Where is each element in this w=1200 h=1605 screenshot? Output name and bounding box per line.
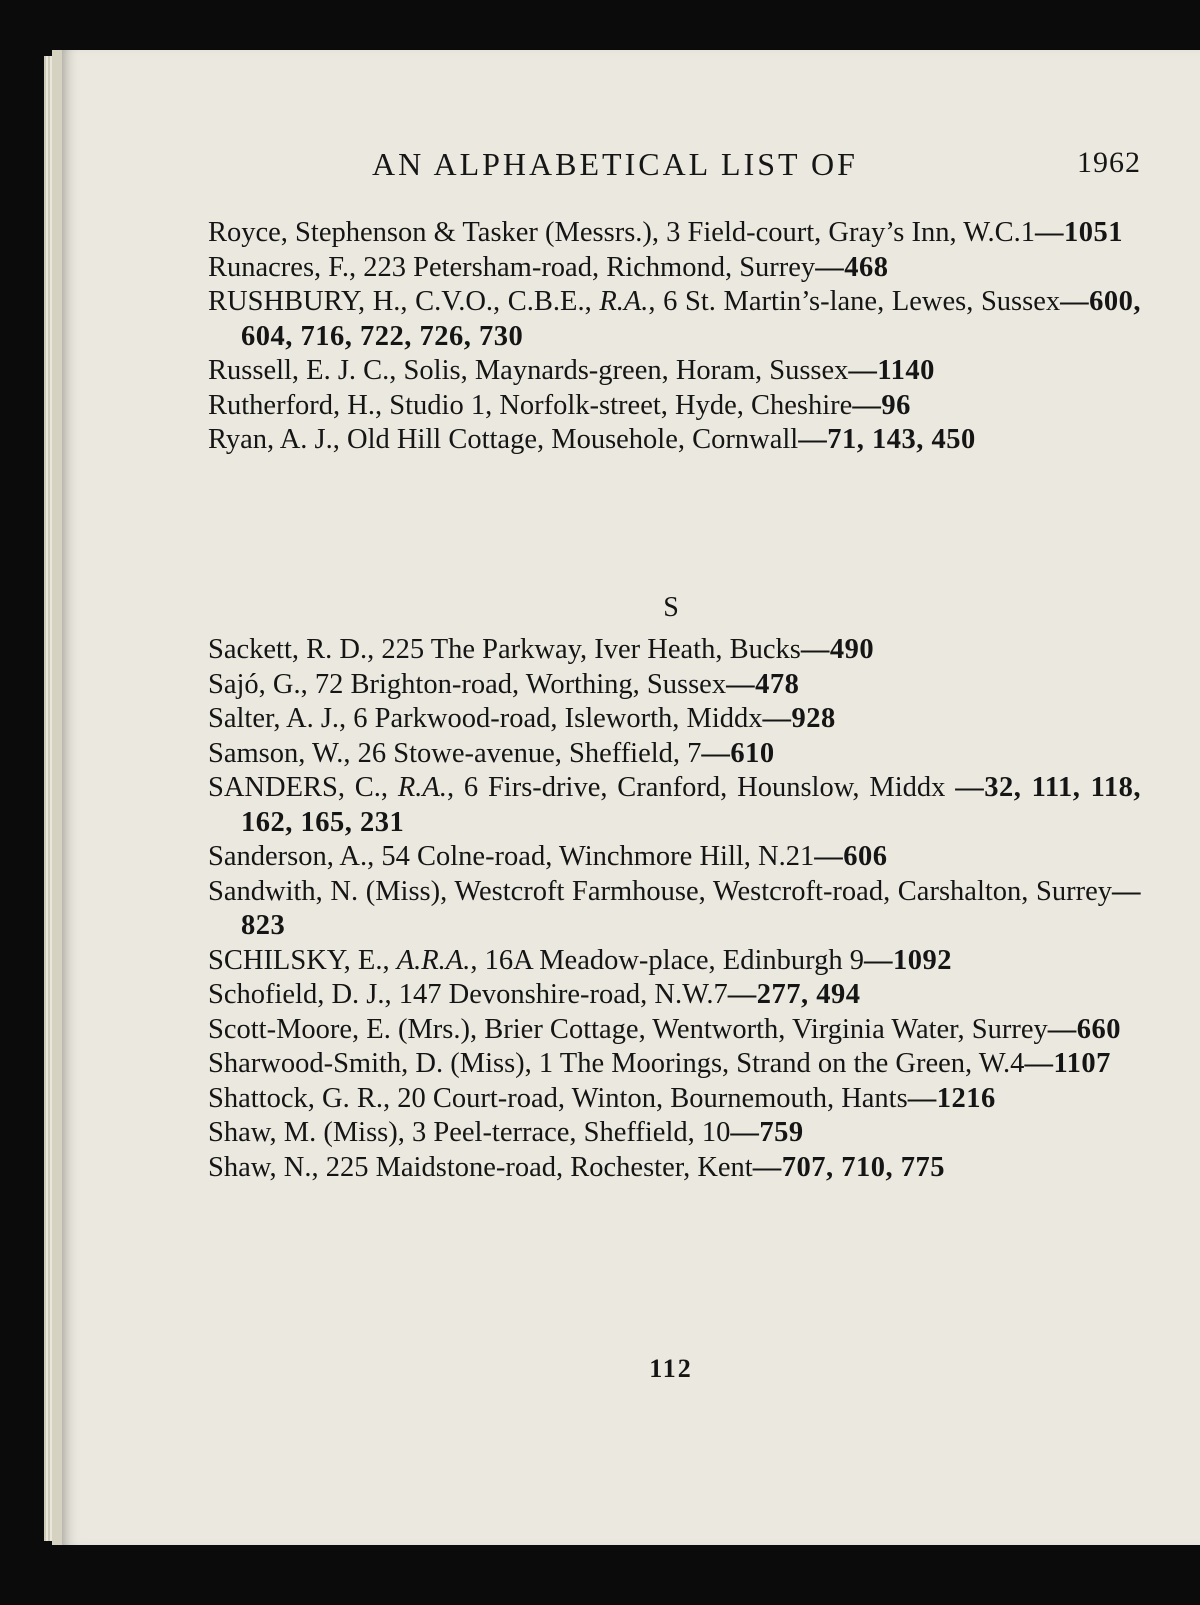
- section-letter: S: [663, 592, 679, 623]
- list-entry: [208, 633, 1141, 668]
- list-entry: [208, 251, 1141, 286]
- entry-name: Sharwood-Smith, D. (Miss), 1 The Moorings, Strand on the Green, W.4: [208, 1048, 1025, 1079]
- list-entry: [208, 389, 1141, 424]
- list-entry: [208, 285, 1141, 354]
- entry-nums: —96: [852, 389, 911, 421]
- entry-name: Sanderson, A., 54 Colne-road, Winchmore Hill, N.21: [208, 841, 815, 872]
- entry-nums: —1051: [1035, 217, 1124, 248]
- list-entry: [208, 978, 1141, 1013]
- entry-nums: —1107: [1024, 1048, 1111, 1079]
- entry-name: Shaw, M. (Miss), 3 Peel-terrace, Sheffield, 10: [208, 1117, 731, 1148]
- list-entry: [208, 771, 1141, 840]
- entry-name: SCHILSKY, E.,: [208, 944, 397, 976]
- s-entries-list: [208, 633, 1141, 1185]
- list-entry: [208, 840, 1141, 875]
- list-entry: [208, 668, 1141, 703]
- entry-name: RUSHBURY, H., C.V.O., C.B.E.,: [208, 286, 600, 317]
- entry-nums: —606: [814, 841, 888, 872]
- entry-nums: —1092: [863, 944, 952, 976]
- list-entry: [208, 1151, 1141, 1186]
- r-entries-list: [208, 216, 1141, 458]
- entry-nums: —600, 604, 716, 722, 726, 730: [241, 286, 1141, 352]
- entry-addr: , 16A Meadow-place, Edinburgh 9: [470, 944, 864, 976]
- page-number: 112: [649, 1354, 693, 1383]
- entry-name: Sandwith, N. (Miss), Westcroft Farmhouse, Westcroft-road, Carshalton, Surrey: [208, 875, 1112, 907]
- entry-name: Sajó, G., 72 Brighton-road, Worthing, Sussex: [208, 668, 727, 700]
- entry-name: Sackett, R. D., 225 The Parkway, Iver Heath, Bucks: [208, 634, 801, 665]
- entry-nums: —660: [1047, 1013, 1121, 1045]
- entry-nums: —610: [701, 737, 775, 769]
- header-year: 1962: [1077, 146, 1141, 179]
- entry-name: Salter, A. J., 6 Parkwood-road, Isleworth, Middx: [208, 703, 763, 734]
- entry-name: Shattock, G. R., 20 Court-road, Winton, Bournemouth, Hants: [208, 1082, 908, 1114]
- list-entry: [208, 1116, 1141, 1151]
- list-entry: [208, 875, 1141, 944]
- entry-name: Russell, E. J. C., Solis, Maynards-green, Horam, Sussex: [208, 355, 849, 386]
- list-entry: [208, 216, 1141, 251]
- entry-nums: —707, 710, 775: [752, 1151, 945, 1183]
- running-header: [0, 146, 1200, 186]
- list-entry: [208, 1013, 1141, 1048]
- entry-nums: —490: [800, 634, 875, 665]
- entry-nums: —759: [730, 1117, 804, 1148]
- list-entry: [208, 944, 1141, 979]
- entry-nums: —71, 143, 450: [798, 424, 976, 455]
- entry-addr: , 6 St. Martin’s-lane, Lewes, Sussex: [648, 286, 1061, 317]
- list-entry: [208, 1082, 1141, 1117]
- entry-name: Scott-Moore, E. (Mrs.), Brier Cottage, Wentworth, Virginia Water, Surrey: [208, 1013, 1048, 1045]
- entry-name: Ryan, A. J., Old Hill Cottage, Mousehole, Cornwall: [208, 424, 799, 455]
- entry-addr: , 6 Firs-drive, Cranford, Hounslow, Middx: [446, 772, 956, 803]
- entry-rank: R.A.: [397, 772, 447, 803]
- entry-nums: —1140: [848, 355, 935, 386]
- list-entry: [208, 737, 1141, 772]
- entry-nums: —32, 111, 118, 162, 165, 231: [241, 772, 1141, 838]
- list-entry: [208, 702, 1141, 737]
- list-entry: [208, 423, 1141, 458]
- entry-name: SANDERS, C.,: [208, 772, 398, 803]
- entry-nums: —277, 494: [727, 979, 861, 1010]
- header-title: AN ALPHABETICAL LIST OF: [372, 146, 858, 182]
- entry-rank: R.A.: [599, 286, 649, 317]
- entry-nums: —928: [762, 703, 836, 734]
- entry-name: Rutherford, H., Studio 1, Norfolk-street, Hyde, Cheshire: [208, 389, 853, 421]
- entry-nums: —823: [241, 875, 1141, 941]
- entry-name: Samson, W., 26 Stowe-avenue, Sheffield, 7: [208, 737, 702, 769]
- entry-name: Schofield, D. J., 147 Devonshire-road, N.W.7: [208, 979, 728, 1010]
- entry-nums: —478: [726, 668, 800, 700]
- list-entry: [208, 1047, 1141, 1082]
- entry-rank: A.R.A.: [396, 944, 471, 976]
- entry-nums: —1216: [907, 1082, 996, 1114]
- entry-nums: —468: [815, 251, 889, 283]
- list-entry: [208, 354, 1141, 389]
- entry-name: Shaw, N., 225 Maidstone-road, Rochester, Kent: [208, 1151, 753, 1183]
- entry-name: Royce, Stephenson & Tasker (Messrs.), 3 Field-court, Gray’s Inn, W.C.1: [208, 217, 1036, 248]
- entry-name: Runacres, F., 223 Petersham-road, Richmond, Surrey: [208, 251, 816, 283]
